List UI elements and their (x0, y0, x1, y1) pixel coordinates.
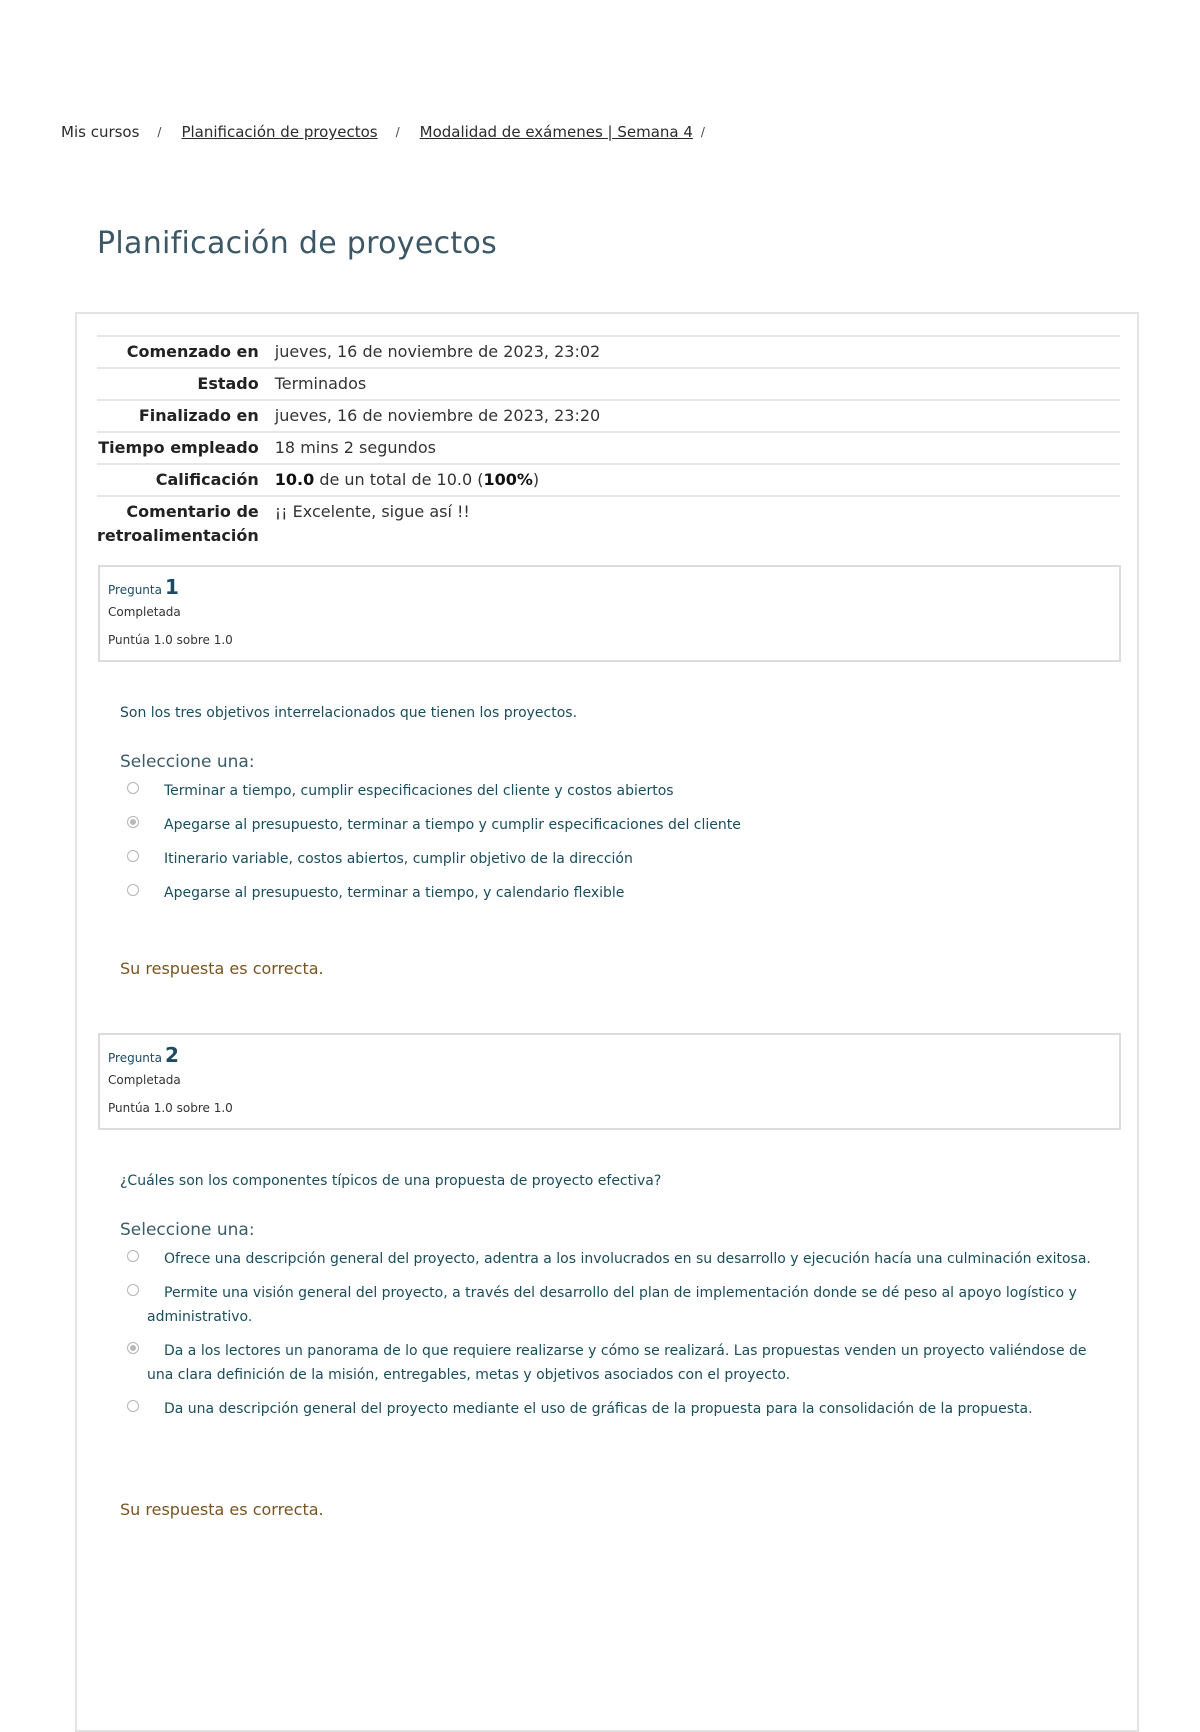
question-info-2 (98, 1033, 1121, 1130)
question-number (108, 575, 1111, 599)
summary-row-started (97, 336, 1120, 368)
answer-option[interactable] (120, 813, 1110, 837)
answer-prompt: Seleccione una: (120, 752, 255, 772)
answer-option[interactable] (120, 1397, 1110, 1421)
page-title: Planificación de proyectos (97, 226, 498, 261)
breadcrumb-separator: / (157, 125, 162, 139)
answer-option-label[interactable]: Terminar a tiempo, cumplir especificaciones del cliente y costos abiertos (164, 783, 674, 799)
answer-option-label[interactable]: Permite una visión general del proyecto, a través del desarrollo del plan de implementación donde se dé peso al apoyo logístico y administrativo. (147, 1285, 1077, 1325)
answer-option[interactable] (120, 1247, 1110, 1271)
question-number-value: 1 (164, 575, 179, 599)
answer-prompt: Seleccione una: (120, 1220, 255, 1240)
grade-close: ) (532, 470, 540, 489)
summary-row-finished (97, 400, 1120, 432)
summary-label: Calificación (155, 470, 259, 489)
question-label: Pregunta (108, 1051, 162, 1065)
answer-option[interactable] (120, 847, 1110, 871)
question-grade: Puntúa 1.0 sobre 1.0 (108, 1101, 233, 1115)
breadcrumb-separator: / (700, 125, 705, 139)
grade-score: 10.0 (274, 470, 315, 489)
radio-button[interactable] (127, 1284, 139, 1296)
summary-value: jueves, 16 de noviembre de 2023, 23:20 (274, 406, 601, 425)
summary-row-state (97, 368, 1120, 400)
answer-option-label[interactable]: Da a los lectores un panorama de lo que requiere realizarse y cómo se realizará. Las propuestas venden un proyecto valiéndose de una clara definición de la misión, entregables, metas y objetivos asociados con el proyecto. (147, 1343, 1087, 1383)
attempt-summary-table (97, 335, 1120, 551)
summary-value: jueves, 16 de noviembre de 2023, 23:02 (274, 342, 601, 361)
grade-percent: 100% (483, 470, 533, 489)
question-label: Pregunta (108, 583, 162, 597)
answer-option-label[interactable]: Apegarse al presupuesto, terminar a tiempo, y calendario flexible (164, 885, 625, 901)
answer-options-1 (120, 779, 1110, 905)
question-number-value: 2 (164, 1043, 179, 1067)
answer-option[interactable] (120, 1339, 1110, 1387)
breadcrumb-item-course[interactable]: Planificación de proyectos (181, 123, 378, 141)
feedback-correct: Su respuesta es correcta. (120, 959, 324, 978)
radio-button[interactable] (127, 1400, 139, 1412)
radio-button[interactable] (127, 782, 139, 794)
answer-option-label[interactable]: Da una descripción general del proyecto mediante el uso de gráficas de la propuesta para la consolidación de la propuesta. (164, 1401, 1033, 1417)
summary-value: 18 mins 2 segundos (274, 438, 436, 457)
summary-row-grade (97, 464, 1120, 496)
summary-label: Comenzado en (126, 342, 259, 361)
grade-total: de un total de 10.0 ( (314, 470, 484, 489)
breadcrumb-separator: / (395, 125, 400, 139)
summary-row-feedback (97, 496, 1120, 551)
radio-button[interactable] (127, 1250, 139, 1262)
summary-label: Tiempo empleado (98, 438, 259, 457)
summary-value (275, 464, 1120, 496)
answer-option[interactable] (120, 1281, 1110, 1329)
summary-label: Estado (197, 374, 259, 393)
question-text-2: ¿Cuáles son los componentes típicos de una propuesta de proyecto efectiva? (120, 1173, 662, 1189)
summary-value: ¡¡ Excelente, sigue así !! (274, 502, 470, 521)
feedback-correct: Su respuesta es correcta. (120, 1500, 324, 1519)
breadcrumb-item-exam[interactable]: Modalidad de exámenes | Semana 4 (419, 123, 693, 141)
breadcrumb-item-my-courses[interactable]: Mis cursos (61, 123, 140, 141)
question-state: Completada (108, 605, 181, 619)
answer-options-2 (120, 1247, 1110, 1421)
answer-option-label[interactable]: Apegarse al presupuesto, terminar a tiempo y cumplir especificaciones del cliente (164, 817, 741, 833)
question-text-1: Son los tres objetivos interrelacionados que tienen los proyectos. (120, 705, 578, 721)
question-number (108, 1043, 1111, 1067)
radio-button[interactable] (127, 816, 139, 828)
answer-option-label[interactable]: Ofrece una descripción general del proyecto, adentra a los involucrados en su desarrollo y ejecución hacía una culminación exitosa. (164, 1251, 1091, 1267)
question-state: Completada (108, 1073, 181, 1087)
radio-button[interactable] (127, 1342, 139, 1354)
summary-label: Comentario de retroalimentación (97, 502, 259, 545)
question-grade: Puntúa 1.0 sobre 1.0 (108, 633, 233, 647)
answer-option[interactable] (120, 779, 1110, 803)
radio-button[interactable] (127, 850, 139, 862)
question-info-1 (98, 565, 1121, 662)
radio-button[interactable] (127, 884, 139, 896)
answer-option-label[interactable]: Itinerario variable, costos abiertos, cumplir objetivo de la dirección (164, 851, 633, 867)
summary-value: Terminados (274, 374, 367, 393)
breadcrumb (61, 123, 705, 141)
summary-row-time (97, 432, 1120, 464)
answer-option[interactable] (120, 881, 1110, 905)
summary-label: Finalizado en (138, 406, 259, 425)
